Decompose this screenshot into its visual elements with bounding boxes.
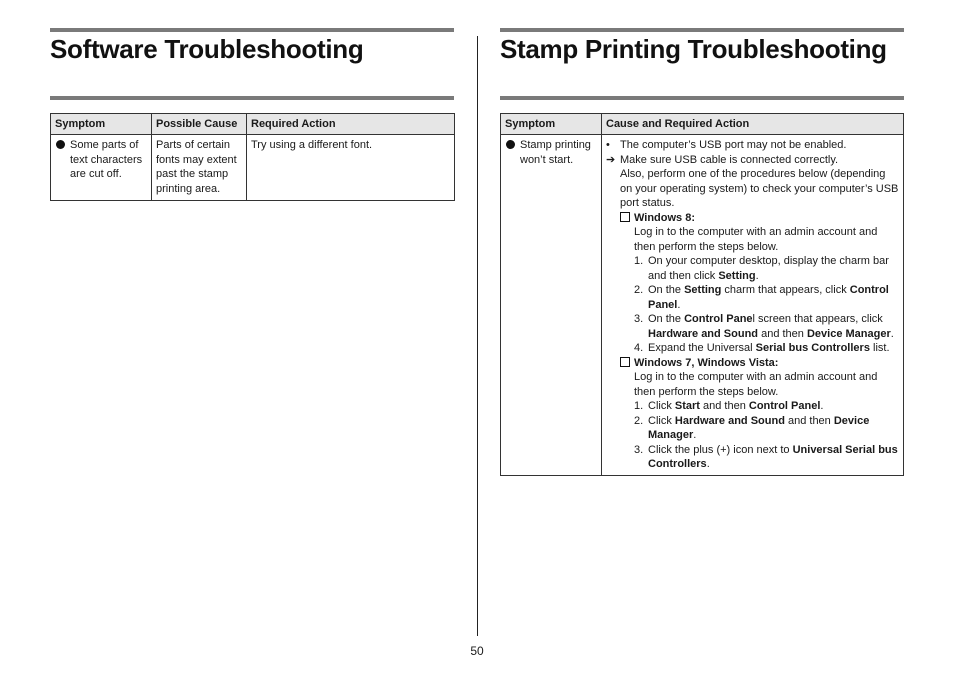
windows8-intro: Log in to the computer with an admin account and then perform the steps below. [634, 226, 878, 253]
action-cell: Try using a different font. [247, 135, 455, 201]
stamp-printing-troubleshooting-table [500, 113, 904, 476]
windows8-step-1: 1. On your computer desktop, display the charm bar and then click Setting. [634, 255, 889, 282]
arrow-line: ➔ Make sure USB cable is connected correctly. [606, 153, 839, 166]
symptom-cell [51, 135, 152, 201]
windows7-step-1: 1. Click Start and then Control Panel. [634, 400, 824, 412]
header-symptom: Symptom [51, 114, 152, 135]
left-title-bottom-rule [50, 96, 454, 100]
header-possible-cause: Possible Cause [152, 114, 247, 135]
right-title-bottom-rule [500, 96, 904, 100]
checkbox-square-icon [620, 212, 630, 222]
windows7-intro: Log in to the computer with an admin account and then perform the steps below. [634, 371, 878, 398]
column-divider [477, 36, 478, 636]
table-row [501, 135, 904, 476]
symptom-text: Some parts of text characters are cut off. [70, 139, 143, 180]
left-title-top-rule [50, 28, 454, 32]
windows7-step-3: 3. Click the plus (+) icon next to Universal Serial bus Controllers. [634, 443, 898, 470]
small-bullet-icon: • [606, 139, 610, 151]
also-text: Also, perform one of the procedures below (depending on your operating system) to check your computer’s USB port status. [620, 168, 899, 209]
header-required-action: Required Action [247, 114, 455, 135]
table-header-row [51, 114, 455, 135]
windows8-step-2: 2. On the Setting charm that appears, click Control Panel. [634, 284, 889, 311]
windows8-step-3: 3. On the Control Panel screen that appears, click Hardware and Sound and then Device Manager. [634, 313, 894, 340]
symptom-cell [501, 135, 602, 476]
symptom-text: Stamp printing won’t start. [520, 139, 591, 166]
windows7-heading: Windows 7, Windows Vista: [606, 356, 899, 371]
page-number: 50 [470, 644, 484, 658]
windows7-step-2: 2. Click Hardware and Sound and then Device Manager. [634, 414, 870, 441]
bullet-icon [506, 140, 515, 149]
page-title-stamp-printing: Stamp Printing Troubleshooting [500, 34, 887, 64]
intro-bullet: • The computer’s USB port may not be enabled. [606, 139, 847, 151]
windows8-step-4: 4. Expand the Universal Serial bus Controllers list. [634, 342, 890, 354]
header-cause-and-action: Cause and Required Action [602, 114, 904, 135]
cause-cell: Parts of certain fonts may extent past the stamp printing area. [152, 135, 247, 201]
table-row [51, 135, 455, 201]
page-title-software: Software Troubleshooting [50, 34, 364, 64]
right-title-top-rule [500, 28, 904, 32]
bullet-icon [56, 140, 65, 149]
header-symptom: Symptom [501, 114, 602, 135]
software-troubleshooting-table [50, 113, 455, 201]
checkbox-square-icon [620, 357, 630, 367]
table-header-row [501, 114, 904, 135]
arrow-right-icon: ➔ [606, 153, 616, 166]
cause-action-cell [602, 135, 904, 476]
windows8-heading: Windows 8: [606, 211, 899, 226]
